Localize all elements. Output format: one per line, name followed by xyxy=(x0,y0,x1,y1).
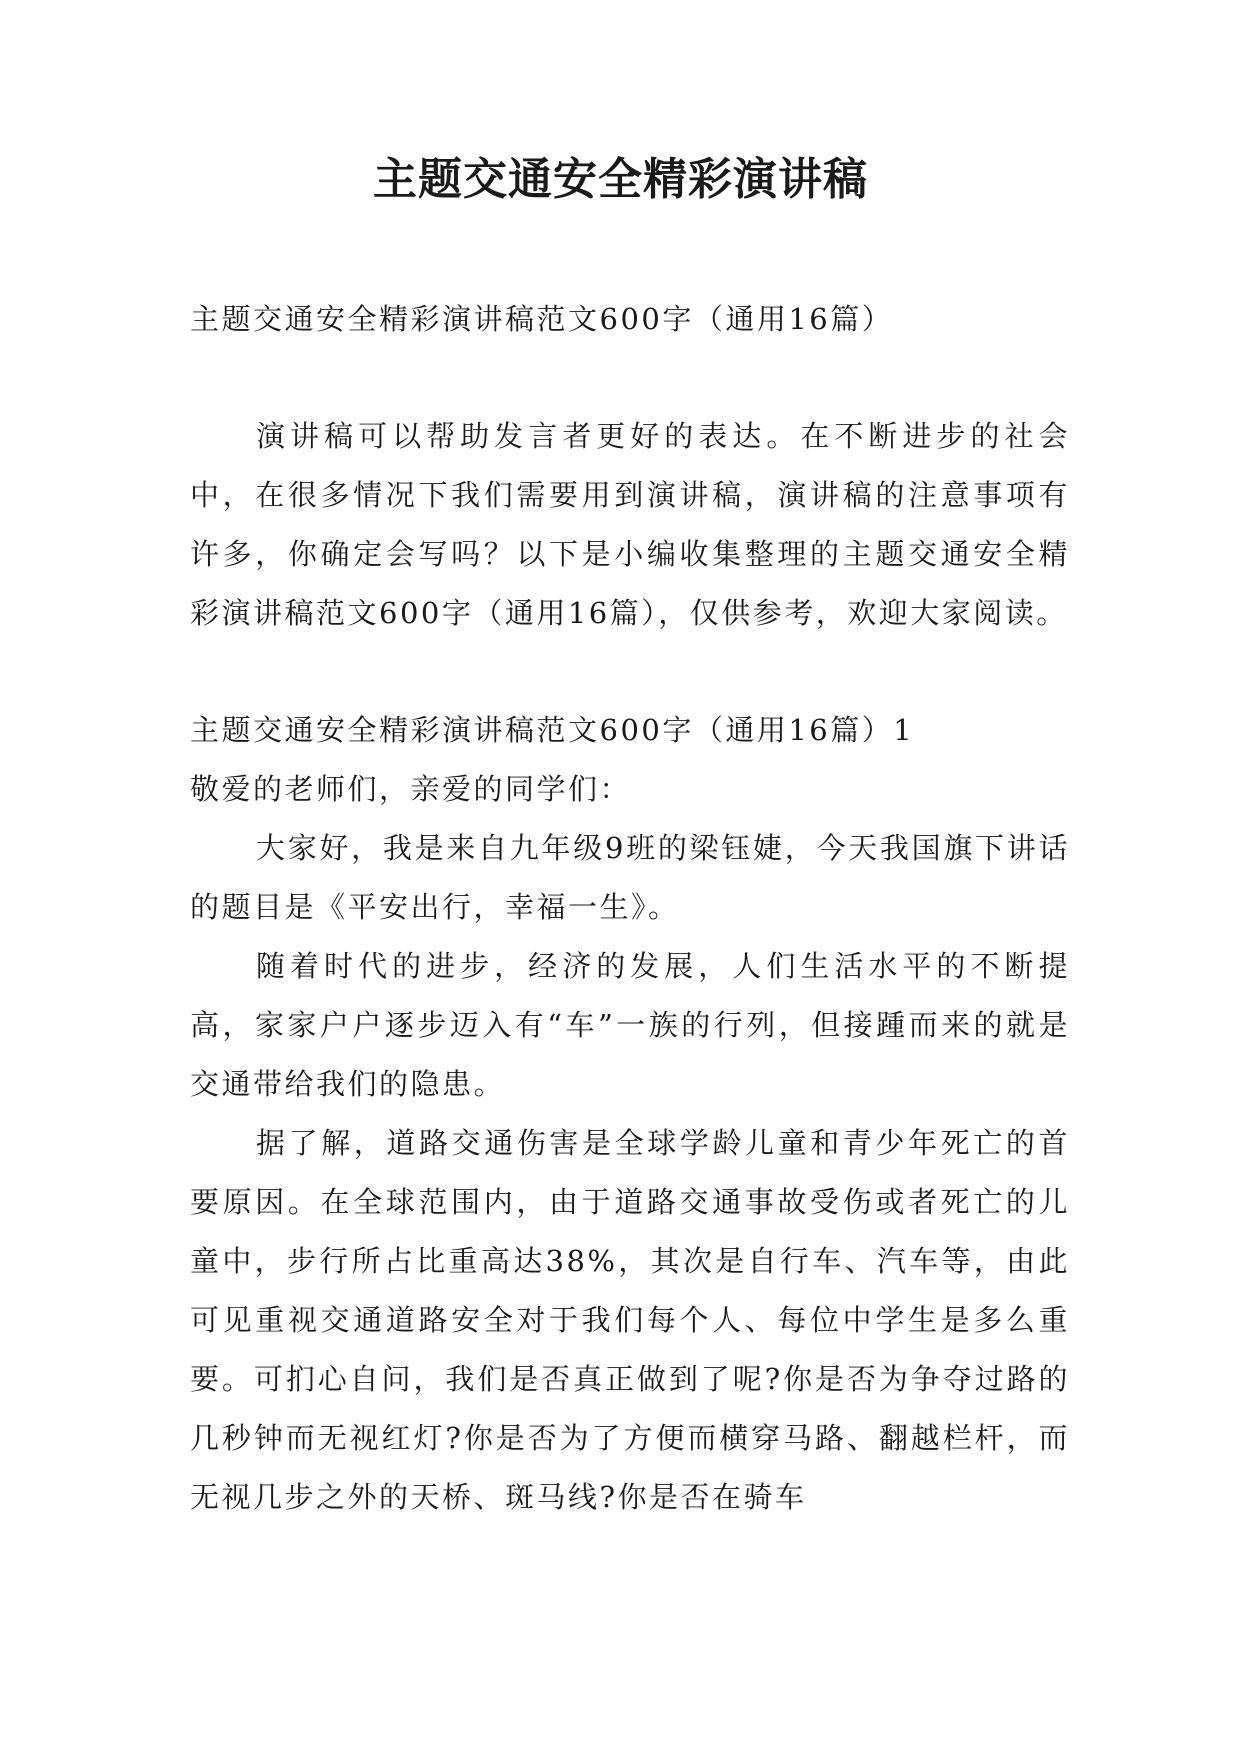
document-body xyxy=(190,290,1070,1527)
document-subtitle: 主题交通安全精彩演讲稿范文600字（通用16篇） xyxy=(190,302,894,336)
section-heading: 主题交通安全精彩演讲稿范文600字（通用16篇）1 xyxy=(190,713,915,747)
salutation: 敬爱的老师们，亲爱的同学们： xyxy=(190,772,632,806)
body-paragraph-2: 随着时代的进步，经济的发展，人们生活水平的不断提高，家家户户逐步迈入有“车”一族的行列，但接踵而来的就是交通带给我们的隐患。 xyxy=(190,949,1070,1101)
document-title: 主题交通安全精彩演讲稿 xyxy=(373,154,868,205)
body-paragraph-1: 大家好，我是来自九年级9班的梁钰婕，今天我国旗下讲话的题目是《平安出行，幸福一生》。 xyxy=(190,831,1070,924)
body-paragraph-3: 据了解，道路交通伤害是全球学龄儿童和青少年死亡的首要原因。在全球范围内，由于道路交通事故受伤或者死亡的儿童中，步行所占比重高达38%，其次是自行车、汽车等，由此可见重视交通道路安全对于我们每个人、每位中学生是多么重要。可扪心自问，我们是否真正做到了呢?你是否为争夺过路的几秒钟而无视红灯?你是否为了方便而横穿马路、翻越栏杆，而无视几步之外的天桥、斑马线?你是否在骑车 xyxy=(190,1126,1070,1514)
intro-paragraph: 演讲稿可以帮助发言者更好的表达。在不断进步的社会中，在很多情况下我们需要用到演讲稿，演讲稿的注意事项有许多，你确定会写吗？以下是小编收集整理的主题交通安全精彩演讲稿范文600字（通用16篇），仅供参考，欢迎大家阅读。 xyxy=(190,419,1070,630)
